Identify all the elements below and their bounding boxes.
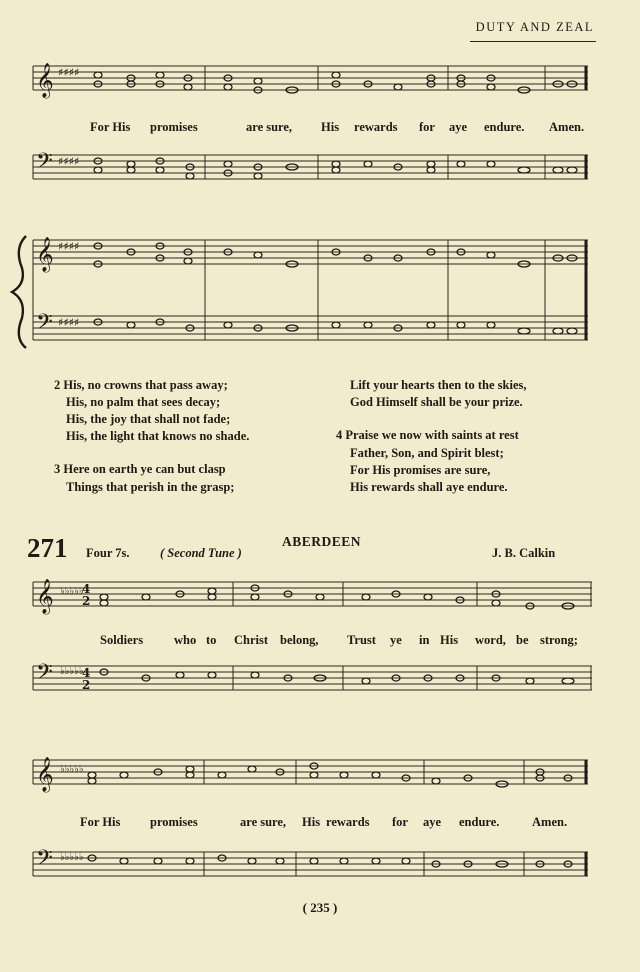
- verse-line: His, no palm that sees decay;: [66, 395, 221, 409]
- music-system-1: [0, 58, 640, 208]
- lyric-word: rewards: [326, 815, 370, 829]
- hymn-meter: Four 7s.: [86, 546, 130, 560]
- svg-text:4: 4: [82, 666, 91, 680]
- lyric-word: His: [302, 815, 321, 829]
- music-system-2: [0, 228, 640, 368]
- svg-text:𝄞: 𝄞: [36, 63, 54, 98]
- lyric-word: are sure,: [246, 120, 293, 134]
- lyric-word: His: [440, 633, 459, 647]
- svg-text:2: 2: [82, 678, 91, 692]
- svg-text:♯♯♯♯: ♯♯♯♯: [58, 316, 80, 329]
- lyric-word: strong;: [540, 633, 578, 647]
- music-staves-2: [0, 228, 640, 368]
- lyric-word: Soldiers: [100, 633, 144, 647]
- tune-name: ABERDEEN: [282, 534, 362, 549]
- lyric-word: For His: [80, 815, 121, 829]
- verse-line: Lift your hearts then to the skies,: [350, 378, 527, 392]
- lyric-word: promises: [150, 120, 198, 134]
- svg-text:𝄢: 𝄢: [36, 149, 53, 179]
- lyric-word: belong,: [280, 633, 319, 647]
- svg-text:𝄢: 𝄢: [36, 660, 53, 690]
- svg-text:𝄢: 𝄢: [36, 846, 53, 876]
- lyric-word: His: [321, 120, 340, 134]
- lyric-word: endure.: [459, 815, 500, 829]
- lyric-word: aye: [423, 815, 442, 829]
- running-header: DUTY AND ZEAL: [475, 20, 594, 34]
- lyric-word: Christ: [234, 633, 269, 647]
- verse-line: 2 His, no crowns that pass away;: [54, 378, 228, 392]
- music-system-4: [0, 748, 640, 888]
- verse-line: God Himself shall be your prize.: [350, 395, 523, 409]
- verse-line: His, the light that knows no shade.: [66, 429, 250, 443]
- verse-line: His rewards shall aye endure.: [350, 480, 508, 494]
- lyric-word: for: [419, 120, 435, 134]
- brace-icon: [12, 236, 26, 348]
- lyric-word: word,: [475, 633, 506, 647]
- lyric-word: who: [174, 633, 197, 647]
- tune-note: ( Second Tune ): [160, 546, 242, 560]
- verse-line: For His promises are sure,: [350, 463, 491, 477]
- lyric-word: ye: [390, 633, 402, 647]
- svg-text:𝄞: 𝄞: [36, 757, 54, 792]
- verse-line: Father, Son, and Spirit blest;: [350, 446, 504, 460]
- svg-text:♭♭♭♭♭: ♭♭♭♭♭: [60, 764, 84, 775]
- svg-text:♭♭♭♭♭: ♭♭♭♭♭: [60, 852, 84, 863]
- page-number: ( 235 ): [302, 900, 338, 915]
- lyric-word: Trust: [347, 633, 376, 647]
- lyric-word: Amen.: [532, 815, 568, 829]
- verse-line: 4 Praise we now with saints at rest: [336, 428, 519, 442]
- lyric-word: be: [516, 633, 529, 647]
- verse-line: His, the joy that shall not fade;: [66, 412, 231, 426]
- header-rule: [470, 41, 596, 42]
- music-system-3: [0, 570, 640, 705]
- lyric-word: promises: [150, 815, 198, 829]
- lyric-word: in: [419, 633, 430, 647]
- svg-text:♭♭♭♭♭: ♭♭♭♭♭: [60, 586, 84, 597]
- composer: J. B. Calkin: [492, 546, 556, 560]
- hymn-number: 271: [27, 533, 68, 563]
- lyric-word: rewards: [354, 120, 398, 134]
- svg-text:𝄞: 𝄞: [36, 579, 54, 614]
- lyric-word: For His: [90, 120, 131, 134]
- svg-text:♯♯♯♯: ♯♯♯♯: [58, 240, 80, 253]
- verse-line: 3 Here on earth ye can but clasp: [54, 462, 226, 476]
- svg-text:♯♯♯♯: ♯♯♯♯: [58, 66, 80, 79]
- verse-line: Things that perish in the grasp;: [66, 480, 235, 494]
- lyric-word: aye: [449, 120, 468, 134]
- svg-text:𝄢: 𝄢: [36, 310, 53, 340]
- svg-text:4: 4: [82, 582, 91, 596]
- lyric-word: Amen.: [549, 120, 585, 134]
- lyric-word: endure.: [484, 120, 525, 134]
- svg-text:2: 2: [82, 594, 91, 608]
- svg-text:♯♯♯♯: ♯♯♯♯: [58, 155, 80, 168]
- lyric-word: are sure,: [240, 815, 287, 829]
- svg-text:𝄞: 𝄞: [36, 237, 54, 272]
- svg-text:♭♭♭♭♭: ♭♭♭♭♭: [60, 666, 84, 677]
- lyric-word: to: [206, 633, 217, 647]
- lyric-word: for: [392, 815, 408, 829]
